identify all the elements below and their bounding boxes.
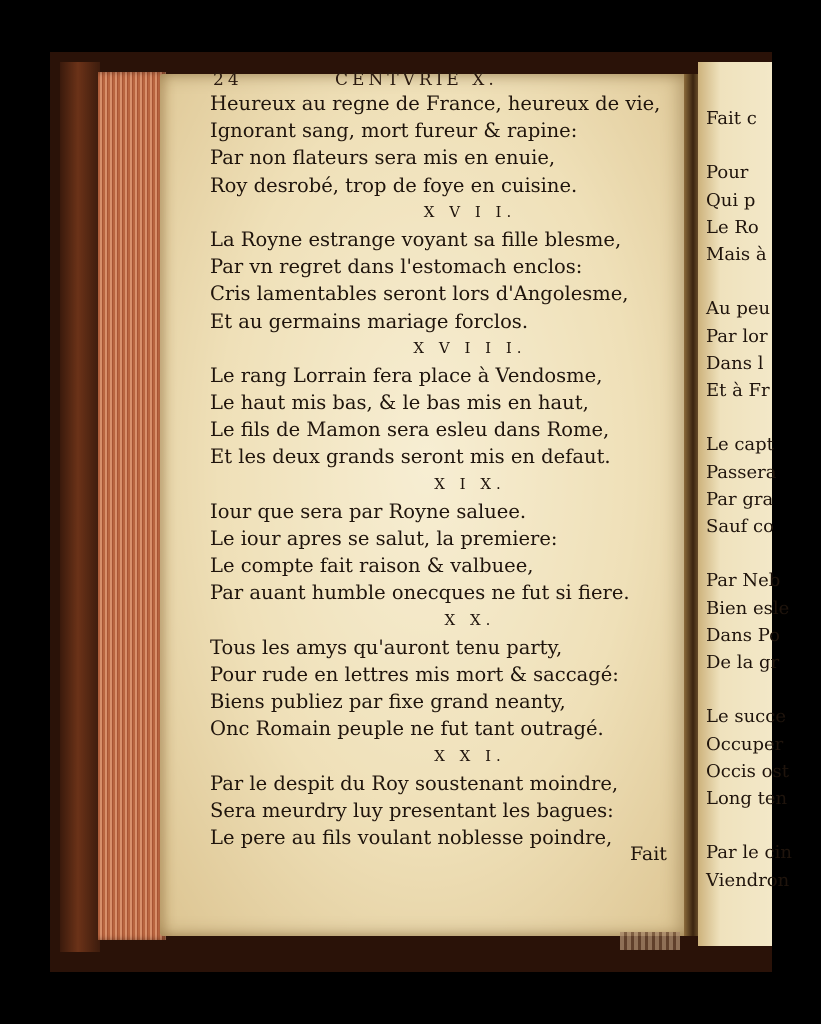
- quatrain-number: X I X.: [434, 474, 506, 493]
- right-page-fragment: Occuper: [706, 733, 784, 755]
- right-page-fragment: Viendron: [706, 869, 790, 891]
- verse-line: Par le despit du Roy soustenant moindre,: [210, 771, 619, 795]
- verse-line: Onc Romain peuple ne fut tant outragé.: [210, 717, 604, 741]
- left-page-text: [210, 90, 690, 851]
- right-page-fragment: Bien esle: [706, 597, 790, 619]
- right-page-fragment: Occis ost: [706, 760, 789, 782]
- quatrain-number: X V I I.: [423, 202, 517, 221]
- right-page-fragment: Sauf co: [706, 516, 774, 537]
- book: [50, 52, 792, 972]
- right-page-fragment: Qui p: [706, 189, 756, 211]
- verse-line: Et les deux grands seront mis en defaut.: [210, 445, 611, 469]
- right-page-fragment: Par gra: [706, 488, 774, 510]
- page-edges: [98, 72, 166, 940]
- right-page-fragment: Le succe: [706, 706, 786, 728]
- right-page-fragment: Dans Po: [706, 624, 780, 646]
- right-page-fragment: Par le cin: [706, 842, 792, 864]
- verse-line: Heureux au regne de France, heureux de vie,: [210, 92, 661, 115]
- right-page-fragment: Long ten: [706, 788, 788, 809]
- verse-line: Le fils de Mamon sera esleu dans Rome,: [210, 418, 610, 442]
- verse-line: Roy desrobé, trop de foye en cuisine.: [210, 173, 578, 197]
- right-page-fragment: Par Neb: [706, 570, 781, 592]
- verse-line: Le haut mis bas, & le bas mis en haut,: [210, 391, 589, 415]
- folio-number: 24: [213, 70, 243, 90]
- verse-line: Ignorant sang, mort fureur & rapine:: [210, 119, 578, 143]
- quatrain-number: X X I.: [434, 746, 506, 765]
- page-header: [155, 70, 695, 92]
- book-spine: [60, 62, 100, 952]
- right-page: [698, 62, 792, 946]
- verse-line: Et au germains mariage forclos.: [210, 309, 529, 333]
- right-page-fragment: De la gr: [706, 652, 780, 673]
- verse-line: Le pere au fils voulant noblesse poindre,: [210, 826, 613, 850]
- verse-line: Le iour apres se salut, la premiere:: [210, 527, 558, 550]
- right-page-fragment: Mais à: [706, 244, 767, 265]
- verse-line: Par auant humble onecques ne fut si fiere.: [210, 581, 630, 605]
- right-page-fragment: Le Ro: [706, 216, 759, 238]
- right-page-fragment: Passera: [706, 461, 777, 483]
- quatrain-number: X V I I I.: [413, 338, 527, 357]
- verse-line: Pour rude en lettres mis mort & saccagé:: [210, 662, 619, 686]
- verse-line: Le compte fait raison & valbuee,: [210, 554, 534, 578]
- right-page-fragment: Et à Fr: [706, 380, 770, 401]
- right-page-fragment: Pour: [706, 162, 749, 184]
- quatrain-number: X X.: [444, 610, 496, 629]
- verse-line: Biens publiez par fixe grand neanty,: [210, 690, 566, 714]
- right-page-fragment: Le capt: [706, 434, 774, 456]
- bookmark-ribbon: [620, 932, 680, 950]
- running-head: CENTVRIE X.: [335, 70, 498, 90]
- verse-line: Par vn regret dans l'estomach enclos:: [210, 255, 583, 279]
- verse-line: Par non flateurs sera mis en enuie,: [210, 146, 556, 170]
- right-page-fragment: Par lor: [706, 325, 768, 347]
- verse-line: Cris lamentables seront lors d'Angolesme,: [210, 282, 629, 306]
- right-page-fragment: Au peu: [706, 298, 771, 320]
- verse-line: La Royne estrange voyant sa fille blesme,: [210, 227, 622, 251]
- verse-line: Sera meurdry luy presentant les bagues:: [210, 798, 614, 822]
- catchword: Fait: [630, 843, 667, 865]
- verse-line: Tous les amys qu'auront tenu party,: [210, 635, 563, 659]
- right-page-fragment: Fait c: [706, 108, 757, 129]
- right-page-fragment: Dans l: [706, 352, 764, 374]
- verse-line: Iour que sera par Royne saluee.: [210, 499, 527, 523]
- verse-line: Le rang Lorrain fera place à Vendosme,: [210, 363, 603, 387]
